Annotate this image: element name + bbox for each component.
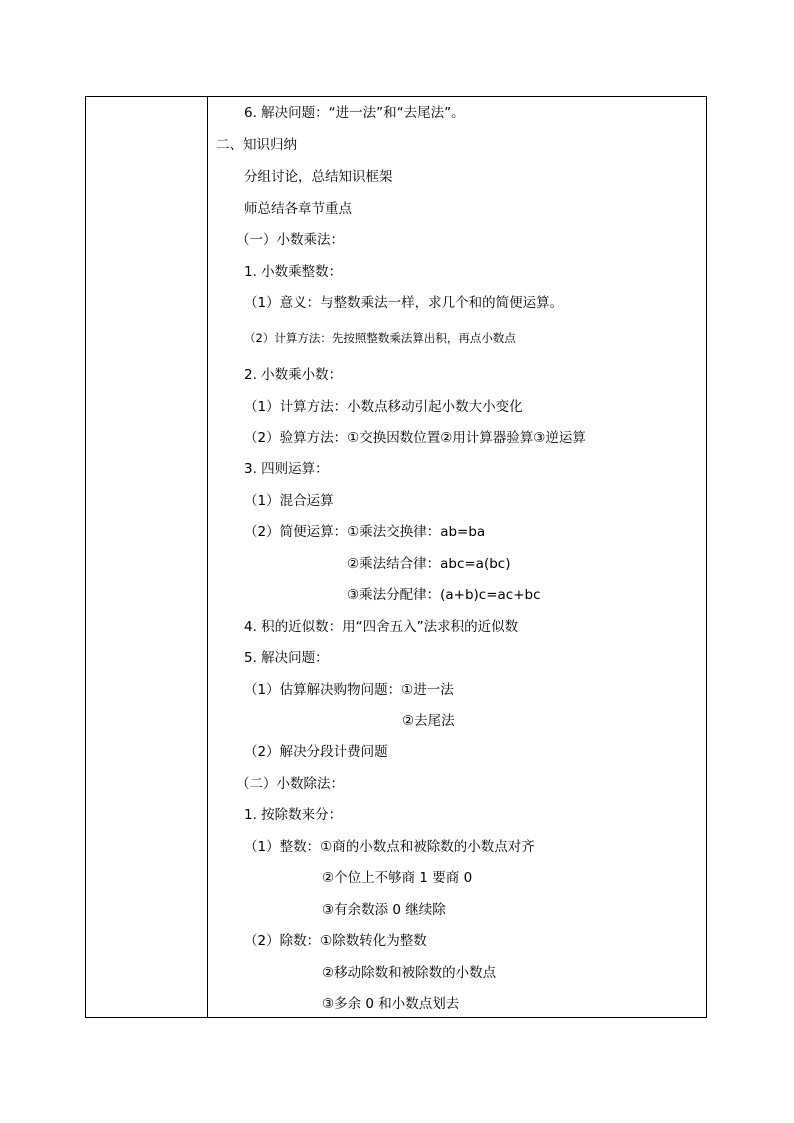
item-calculation-method-2: （1）计算方法：小数点移动引起小数大小变化	[244, 399, 523, 415]
table-left-cell	[86, 97, 208, 1017]
item-decimal-divisor: （2）除数：①除数转化为整数	[244, 933, 427, 949]
item-remove-extra-zero: ③多余 0 和小数点划去	[322, 996, 460, 1012]
text-line-group-discussion: 分组讨论，总结知识框架	[244, 169, 393, 185]
text-line-solve-problems: 6. 解决问题：“进一法”和“去尾法”。	[244, 105, 465, 121]
item-calculation-method: （2）计算方法：先按照整数乘法算出积，再点小数点	[244, 331, 516, 345]
lesson-table	[85, 96, 707, 1018]
subheading-decimal-multiplication: （一）小数乘法：	[236, 232, 344, 248]
item-checking-method: （2）验算方法：①交换因数位置②用计算器验算③逆运算	[244, 430, 586, 446]
item-solve-problems: 5. 解决问题：	[244, 650, 329, 666]
item-tiered-billing: （2）解决分段计费问题	[244, 744, 388, 760]
section-heading-knowledge-summary: 二、知识归纳	[216, 137, 297, 153]
item-four-operations: 3. 四则运算：	[244, 461, 329, 477]
item-meaning: （1）意义：与整数乘法一样，求几个和的简便运算。	[244, 295, 564, 311]
item-move-decimal-point: ②移动除数和被除数的小数点	[322, 965, 497, 981]
item-quotient-zero: ②个位上不够商 1 要商 0	[322, 870, 473, 886]
text-line-teacher-summary: 师总结各章节重点	[244, 201, 352, 217]
item-shopping-estimation: （1）估算解决购物问题：①进一法	[244, 682, 454, 698]
item-remainder-zero: ③有余数添 0 继续除	[322, 902, 446, 918]
item-distributive-law: ③乘法分配律：(a+b)c=ac+bc	[347, 587, 541, 603]
subheading-decimal-division: （二）小数除法：	[236, 776, 344, 792]
item-decimal-times-decimal: 2. 小数乘小数：	[244, 367, 343, 383]
item-associative-law: ②乘法结合律：abc=a(bc)	[347, 556, 511, 572]
item-integer-divisor: （1）整数：①商的小数点和被除数的小数点对齐	[244, 839, 535, 855]
item-product-approximation: 4. 积的近似数：用“四舍五入”法求积的近似数	[244, 619, 519, 635]
item-simplified-operations: （2）简便运算：①乘法交换律：ab=ba	[244, 524, 486, 540]
item-mixed-operations: （1）混合运算	[244, 493, 334, 509]
item-decimal-times-integer: 1. 小数乘整数：	[244, 264, 343, 280]
item-truncation-method: ②去尾法	[402, 713, 455, 729]
item-by-divisor: 1. 按除数来分：	[244, 807, 343, 823]
